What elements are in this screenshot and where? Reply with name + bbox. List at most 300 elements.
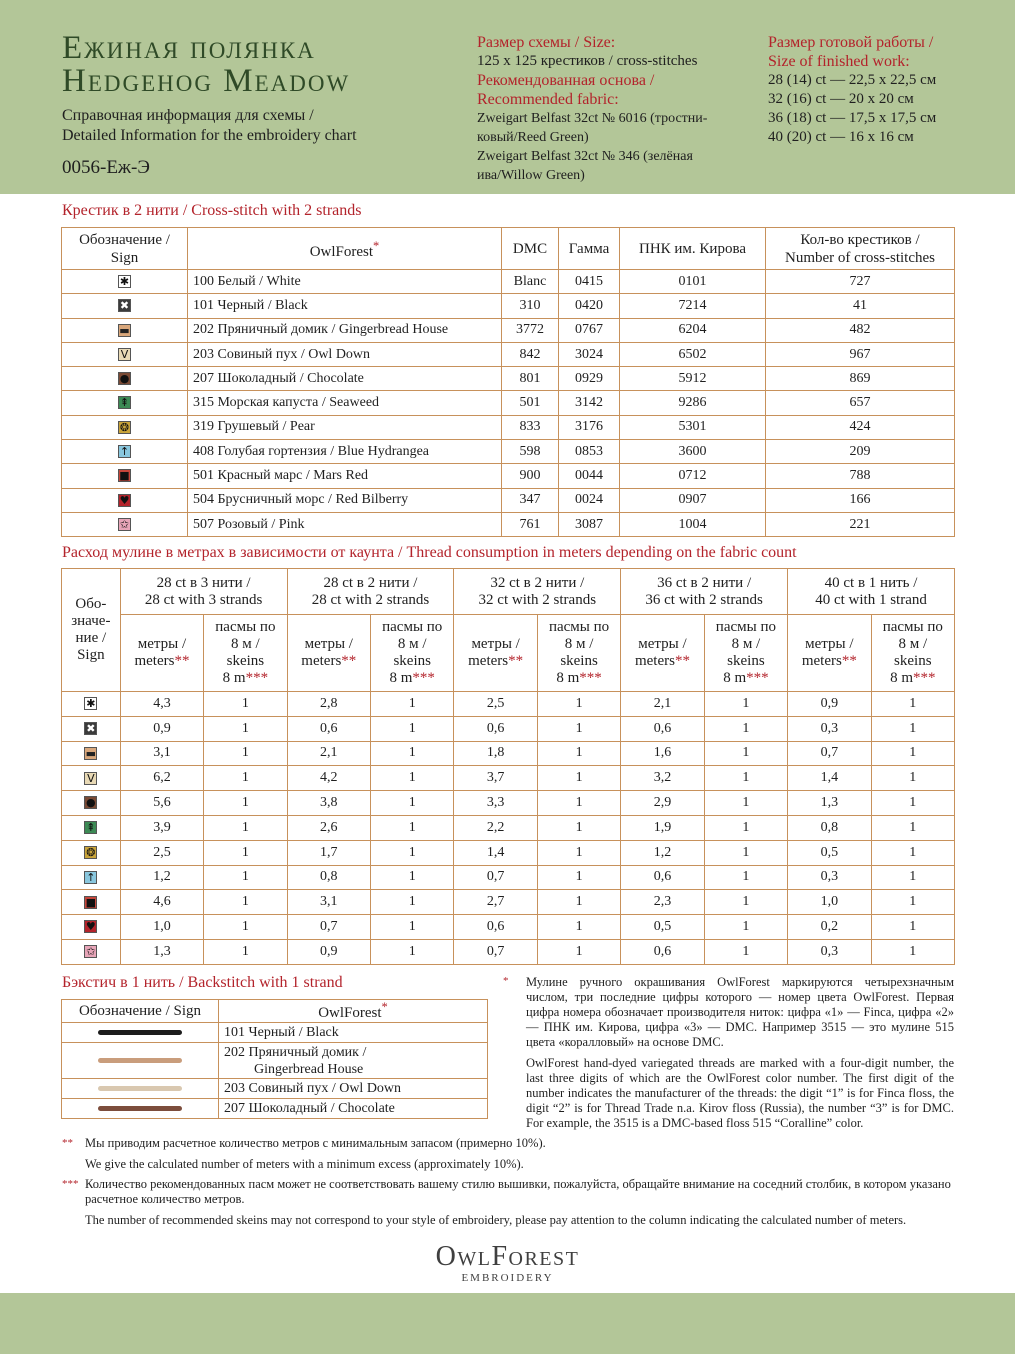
count-group-header: 36 ct в 2 нити / 36 ct with 2 strands xyxy=(621,569,788,615)
size-label: Размер схемы / Size: xyxy=(477,34,616,51)
leaf-icon: ❂ xyxy=(119,420,130,434)
skeins-cell: 1 xyxy=(537,939,620,964)
count-cell: 166 xyxy=(766,488,955,512)
skeins-cell: 1 xyxy=(204,692,287,717)
sign-cell xyxy=(62,741,121,766)
meters-cell: 2,9 xyxy=(621,791,705,816)
meters-cell: 1,0 xyxy=(788,890,872,915)
gamma-cell: 0415 xyxy=(559,270,620,294)
skeins-cell: 1 xyxy=(371,766,454,791)
meters-cell: 1,3 xyxy=(120,939,204,964)
meters-cell: 2,6 xyxy=(287,815,371,840)
meters-cell: 0,5 xyxy=(788,840,872,865)
meters-cell: 0,3 xyxy=(788,939,872,964)
sign-cell xyxy=(62,939,121,964)
bs-thread-name: 202 Пряничный домик / Gingerbread House xyxy=(219,1043,488,1079)
sign-cell xyxy=(62,367,188,391)
meters-cell: 0,6 xyxy=(287,716,371,741)
skeins-cell: 1 xyxy=(871,716,954,741)
square-icon: ■ xyxy=(119,469,130,483)
skeins-cell: 1 xyxy=(537,716,620,741)
count-cell: 209 xyxy=(766,440,955,464)
meters-cell: 3,2 xyxy=(621,766,705,791)
bs-sign-cell xyxy=(62,1099,219,1119)
count-cell: 967 xyxy=(766,342,955,366)
gamma-cell: 3024 xyxy=(559,342,620,366)
meters-cell: 0,6 xyxy=(621,939,705,964)
skeins-cell: 1 xyxy=(371,915,454,940)
owl-down-line xyxy=(98,1086,182,1091)
skeins-cell: 1 xyxy=(871,815,954,840)
skeins-header: пасмы по 8 м / skeins 8 m*** xyxy=(371,615,454,692)
finished-32: 32 (16) ct — 20 x 20 см xyxy=(768,91,914,107)
skeins-cell: 1 xyxy=(871,840,954,865)
meters-cell: 3,1 xyxy=(120,741,204,766)
logo-tagline: EMBROIDERY xyxy=(461,1272,554,1284)
gamma-header: Гамма xyxy=(559,228,620,270)
meters-cell: 1,6 xyxy=(621,741,705,766)
bs-row xyxy=(62,1099,488,1119)
cross-row xyxy=(62,342,955,366)
skeins-cell: 1 xyxy=(704,865,787,890)
meters-cell: 3,7 xyxy=(454,766,538,791)
leaf-icon: ❂ xyxy=(86,845,96,859)
up-arrow-icon: ↑ xyxy=(86,870,96,884)
cross-row xyxy=(62,512,955,536)
pnk-cell: 0907 xyxy=(620,488,766,512)
sign-cell xyxy=(62,318,188,342)
thread-name: 315 Морская капуста / Seaweed xyxy=(188,391,502,415)
meters-cell: 2,1 xyxy=(621,692,705,717)
skeins-cell: 1 xyxy=(704,766,787,791)
footnote-3-ru: Количество рекомендованных пасм может не соответствовать вашему стилю вышивки, пожалуйста, обращайте внимание на соседний столбик, в котором указано расчетное количество метров. xyxy=(85,1177,951,1206)
circle-icon: ● xyxy=(119,372,130,386)
meters-cell: 2,5 xyxy=(454,692,538,717)
skeins-cell: 1 xyxy=(704,890,787,915)
count-cell: 869 xyxy=(766,367,955,391)
pnk-header: ПНК им. Кирова xyxy=(620,228,766,270)
meters-cell: 1,4 xyxy=(788,766,872,791)
pnk-cell: 7214 xyxy=(620,294,766,318)
meters-cell: 3,8 xyxy=(287,791,371,816)
asterisk-icon: ✱ xyxy=(119,274,130,288)
footer-band xyxy=(0,1293,1015,1354)
thread-name: 202 Пряничный домик / Gingerbread House xyxy=(188,318,502,342)
skeins-cell: 1 xyxy=(871,741,954,766)
skeins-cell: 1 xyxy=(204,865,287,890)
chocolate-line xyxy=(98,1106,182,1111)
meters-cell: 2,3 xyxy=(621,890,705,915)
skeins-cell: 1 xyxy=(204,815,287,840)
meters-cell: 0,8 xyxy=(788,815,872,840)
gamma-cell: 3176 xyxy=(559,415,620,439)
skeins-cell: 1 xyxy=(704,692,787,717)
sign-cell xyxy=(62,415,188,439)
skeins-cell: 1 xyxy=(704,840,787,865)
pnk-cell: 6502 xyxy=(620,342,766,366)
skeins-cell: 1 xyxy=(871,791,954,816)
pnk-cell: 6204 xyxy=(620,318,766,342)
meters-cell: 0,2 xyxy=(788,915,872,940)
skeins-cell: 1 xyxy=(704,716,787,741)
skeins-cell: 1 xyxy=(537,815,620,840)
skeins-header: пасмы по 8 м / skeins 8 m*** xyxy=(871,615,954,692)
meters-cell: 0,9 xyxy=(788,692,872,717)
skeins-cell: 1 xyxy=(704,939,787,964)
bs-thread-name: 203 Совиный пух / Owl Down xyxy=(219,1079,488,1099)
cons-row xyxy=(62,692,955,717)
finished-36: 36 (18) ct — 17,5 x 17,5 см xyxy=(768,110,937,126)
cons-row xyxy=(62,791,955,816)
fabric-1-cont: ковый/Reed Green) xyxy=(477,130,589,145)
cross-row xyxy=(62,464,955,488)
meters-cell: 1,8 xyxy=(454,741,538,766)
bs-sign-cell xyxy=(62,1079,219,1099)
skeins-header: пасмы по 8 м / skeins 8 m*** xyxy=(204,615,287,692)
circle-icon: ● xyxy=(86,796,96,810)
skeins-cell: 1 xyxy=(537,915,620,940)
cons-row xyxy=(62,840,955,865)
skeins-cell: 1 xyxy=(704,741,787,766)
backstitch-heading: Бэкстич в 1 нить / Backstitch with 1 strand xyxy=(62,974,343,991)
cons-sign-header: Обо- значе- ние / Sign xyxy=(62,569,121,692)
skeins-header: пасмы по 8 м / skeins 8 m*** xyxy=(537,615,620,692)
skeins-cell: 1 xyxy=(204,716,287,741)
meters-cell: 3,1 xyxy=(287,890,371,915)
cross-row xyxy=(62,294,955,318)
meters-cell: 0,5 xyxy=(621,915,705,940)
skeins-cell: 1 xyxy=(704,915,787,940)
owlforest-logo xyxy=(0,1243,1015,1284)
subtitle xyxy=(62,106,452,146)
v-check-icon: V xyxy=(118,348,131,361)
skeins-cell: 1 xyxy=(704,815,787,840)
meters-cell: 1,7 xyxy=(287,840,371,865)
fabric-1: Zweigart Belfast 32ct № 6016 (тростни- xyxy=(477,111,708,126)
skeins-cell: 1 xyxy=(537,890,620,915)
skeins-cell: 1 xyxy=(204,791,287,816)
up-arrow-icon: ↑ xyxy=(119,445,130,458)
pnk-cell: 0101 xyxy=(620,270,766,294)
meters-cell: 1,4 xyxy=(454,840,538,865)
pnk-cell: 3600 xyxy=(620,440,766,464)
sign-cell xyxy=(62,692,121,717)
meters-cell: 0,3 xyxy=(788,865,872,890)
meters-cell: 3,3 xyxy=(454,791,538,816)
gamma-cell: 0024 xyxy=(559,488,620,512)
backstitch-table xyxy=(61,999,488,1119)
meters-cell: 0,7 xyxy=(788,741,872,766)
skeins-cell: 1 xyxy=(371,939,454,964)
count-group-header: 28 ct в 3 нити / 28 ct with 3 strands xyxy=(120,569,287,615)
square-icon: ■ xyxy=(85,895,97,909)
v-check-icon: V xyxy=(84,772,97,785)
skeins-cell: 1 xyxy=(204,939,287,964)
meters-header: метры / meters** xyxy=(621,615,705,692)
meters-cell: 0,7 xyxy=(454,865,538,890)
meters-cell: 0,7 xyxy=(287,915,371,940)
skeins-cell: 1 xyxy=(704,791,787,816)
cross-stitch-table xyxy=(61,227,955,537)
skeins-cell: 1 xyxy=(371,865,454,890)
fabric-2-cont: ива/Willow Green) xyxy=(477,168,585,183)
meters-cell: 2,8 xyxy=(287,692,371,717)
skeins-cell: 1 xyxy=(871,865,954,890)
count-cell: 221 xyxy=(766,512,955,536)
count-header: Кол-во крестиков / Number of cross-stitches xyxy=(766,228,955,270)
sign-cell xyxy=(62,512,188,536)
minus-icon: ▬ xyxy=(85,746,97,760)
heart-icon: ♥ xyxy=(85,920,96,934)
meters-cell: 2,5 xyxy=(120,840,204,865)
gamma-cell: 3087 xyxy=(559,512,620,536)
cons-row xyxy=(62,766,955,791)
meters-header: метры / meters** xyxy=(788,615,872,692)
meters-cell: 4,2 xyxy=(287,766,371,791)
pnk-cell: 1004 xyxy=(620,512,766,536)
owlforest-note xyxy=(526,975,954,1137)
sign-cell xyxy=(62,840,121,865)
thread-name: 203 Совиный пух / Owl Down xyxy=(188,342,502,366)
skeins-cell: 1 xyxy=(204,915,287,940)
skeins-cell: 1 xyxy=(371,815,454,840)
skeins-cell: 1 xyxy=(537,741,620,766)
dmc-cell: 761 xyxy=(502,512,559,536)
fabric-label-en: Recommended fabric: xyxy=(477,91,619,108)
count-group-header: 40 ct в 1 нить / 40 ct with 1 strand xyxy=(788,569,955,615)
title-en: Hedgehog Meadow xyxy=(62,63,351,99)
skeins-cell: 1 xyxy=(371,791,454,816)
skeins-cell: 1 xyxy=(537,791,620,816)
cross-stitch-heading: Крестик в 2 нити / Cross-stitch with 2 strands xyxy=(62,202,362,219)
sign-cell xyxy=(62,716,121,741)
pnk-cell: 0712 xyxy=(620,464,766,488)
dmc-cell: 347 xyxy=(502,488,559,512)
bs-sign-cell xyxy=(62,1023,219,1043)
chart-code: 0056-Еж-Э xyxy=(62,157,150,178)
pnk-cell: 9286 xyxy=(620,391,766,415)
bs-thread-name: 101 Черный / Black xyxy=(219,1023,488,1043)
finished-40: 40 (20) ct — 16 x 16 см xyxy=(768,129,914,145)
size-value: 125 x 125 крестиков / cross-stitches xyxy=(477,53,698,69)
gamma-cell: 0767 xyxy=(559,318,620,342)
skeins-cell: 1 xyxy=(371,741,454,766)
minus-icon: ▬ xyxy=(119,323,130,337)
bs-row xyxy=(62,1023,488,1043)
skeins-header: пасмы по 8 м / skeins 8 m*** xyxy=(704,615,787,692)
meters-cell: 1,3 xyxy=(788,791,872,816)
meters-cell: 0,6 xyxy=(621,716,705,741)
sign-cell xyxy=(62,915,121,940)
subtitle-ru: Справочная информация для схемы / xyxy=(62,107,314,124)
thread-name: 100 Белый / White xyxy=(188,270,502,294)
pnk-cell: 5912 xyxy=(620,367,766,391)
pnk-cell: 5301 xyxy=(620,415,766,439)
thread-name: 408 Голубая гортензия / Blue Hydrangea xyxy=(188,440,502,464)
skeins-cell: 1 xyxy=(204,890,287,915)
star-icon: ✩ xyxy=(119,517,130,531)
heart-icon: ♥ xyxy=(119,493,130,507)
skeins-cell: 1 xyxy=(871,915,954,940)
sign-cell xyxy=(62,294,188,318)
title-ru: Ежиная полянка xyxy=(62,30,316,66)
count-cell: 482 xyxy=(766,318,955,342)
skeins-cell: 1 xyxy=(204,741,287,766)
meters-cell: 4,3 xyxy=(120,692,204,717)
sign-cell xyxy=(62,270,188,294)
finished-label: Размер готовой работы / xyxy=(768,34,934,51)
meters-cell: 5,6 xyxy=(120,791,204,816)
arrow-tree-icon: ⇞ xyxy=(119,396,130,410)
cross-row xyxy=(62,318,955,342)
count-group-header: 28 ct в 2 нити / 28 ct with 2 strands xyxy=(287,569,454,615)
sign-cell xyxy=(62,488,188,512)
cross-row xyxy=(62,488,955,512)
count-cell: 788 xyxy=(766,464,955,488)
bs-owlforest-header: OwlForest* xyxy=(219,1000,488,1023)
dmc-cell: 501 xyxy=(502,391,559,415)
gamma-cell: 3142 xyxy=(559,391,620,415)
skeins-cell: 1 xyxy=(204,840,287,865)
dmc-cell: 842 xyxy=(502,342,559,366)
dmc-cell: 310 xyxy=(502,294,559,318)
bs-row xyxy=(62,1079,488,1099)
thread-name: 207 Шоколадный / Chocolate xyxy=(188,367,502,391)
meters-cell: 1,2 xyxy=(120,865,204,890)
skeins-cell: 1 xyxy=(204,766,287,791)
thread-name: 507 Розовый / Pink xyxy=(188,512,502,536)
dmc-cell: 900 xyxy=(502,464,559,488)
skeins-cell: 1 xyxy=(537,840,620,865)
meters-header: метры / meters** xyxy=(120,615,204,692)
note-mark-2: ** xyxy=(62,1137,73,1149)
dmc-cell: 3772 xyxy=(502,318,559,342)
meters-cell: 0,8 xyxy=(287,865,371,890)
cons-row xyxy=(62,716,955,741)
cons-row xyxy=(62,865,955,890)
meters-cell: 0,6 xyxy=(454,915,538,940)
cons-row xyxy=(62,915,955,940)
sign-cell xyxy=(62,791,121,816)
sign-cell xyxy=(62,391,188,415)
skeins-cell: 1 xyxy=(371,840,454,865)
dmc-cell: Blanc xyxy=(502,270,559,294)
arrow-tree-icon: ⇞ xyxy=(86,821,96,835)
skeins-cell: 1 xyxy=(871,939,954,964)
sign-cell xyxy=(62,766,121,791)
size-info xyxy=(477,33,747,185)
count-cell: 424 xyxy=(766,415,955,439)
meters-cell: 1,9 xyxy=(621,815,705,840)
cross-row xyxy=(62,440,955,464)
meters-cell: 2,2 xyxy=(454,815,538,840)
thread-name: 504 Брусничный морс / Red Bilberry xyxy=(188,488,502,512)
meters-cell: 0,6 xyxy=(454,716,538,741)
note-mark-1: * xyxy=(503,975,509,987)
subtitle-en: Detailed Information for the embroidery chart xyxy=(62,127,357,144)
cons-row xyxy=(62,939,955,964)
finished-28: 28 (14) ct — 22,5 x 22,5 см xyxy=(768,72,937,88)
dmc-cell: 598 xyxy=(502,440,559,464)
skeins-cell: 1 xyxy=(371,890,454,915)
meters-cell: 2,1 xyxy=(287,741,371,766)
sign-header: Обозначение / Sign xyxy=(62,228,188,270)
count-group-header: 32 ct в 2 нити / 32 ct with 2 strands xyxy=(454,569,621,615)
bs-thread-name: 207 Шоколадный / Chocolate xyxy=(219,1099,488,1119)
consumption-heading: Расход мулине в метрах в зависимости от каунта / Thread consumption in meters depending on the fabric count xyxy=(62,544,797,561)
bs-row xyxy=(62,1043,488,1079)
sign-cell xyxy=(62,865,121,890)
thread-name: 319 Грушевый / Pear xyxy=(188,415,502,439)
meters-cell: 2,7 xyxy=(454,890,538,915)
x-cross-icon: ✖ xyxy=(86,721,96,735)
sign-cell xyxy=(62,815,121,840)
skeins-cell: 1 xyxy=(371,692,454,717)
cons-row xyxy=(62,890,955,915)
finished-label-en: Size of finished work: xyxy=(768,53,910,70)
count-cell: 657 xyxy=(766,391,955,415)
cons-row xyxy=(62,741,955,766)
count-cell: 727 xyxy=(766,270,955,294)
cross-row xyxy=(62,391,955,415)
meters-cell: 1,2 xyxy=(621,840,705,865)
owlforest-header: OwlForest* xyxy=(188,228,502,270)
gamma-cell: 0044 xyxy=(559,464,620,488)
footnote-3-en: The number of recommended skeins may not correspond to your style of embroidery, please pay attention to the column indicating the calculated number of meters. xyxy=(85,1213,907,1227)
sign-cell xyxy=(62,890,121,915)
meters-header: метры / meters** xyxy=(287,615,371,692)
meters-cell: 0,7 xyxy=(454,939,538,964)
meters-cell: 3,9 xyxy=(120,815,204,840)
dmc-header: DMC xyxy=(502,228,559,270)
bs-sign-cell xyxy=(62,1043,219,1079)
black-line xyxy=(98,1030,182,1035)
meters-cell: 0,9 xyxy=(287,939,371,964)
bs-sign-header: Обозначение / Sign xyxy=(62,1000,219,1023)
gamma-cell: 0929 xyxy=(559,367,620,391)
asterisk-icon: ✱ xyxy=(86,697,96,711)
logo-name: OwlForest xyxy=(435,1241,580,1272)
thread-name: 101 Черный / Black xyxy=(188,294,502,318)
meters-cell: 0,3 xyxy=(788,716,872,741)
cross-row xyxy=(62,270,955,294)
gamma-cell: 0853 xyxy=(559,440,620,464)
cross-row xyxy=(62,367,955,391)
owlforest-note-ru: Мулине ручного окрашивания OwlForest маркируются четырехзначным числом, три последние цифры которого — номер цвета OwlForest. Первая цифра номера обозначает производителя ниток: цифра «1» — Finca, цифра «2» — ПНК им. Кирова, цифра «3» — DMC. Например 3515 — это мулине 515 цвета «коралловый» на основе DMC. xyxy=(526,975,954,1049)
meters-cell: 0,6 xyxy=(621,865,705,890)
footnote-2-ru: Мы приводим расчетное количество метров с минимальным запасом (примерно 10%). xyxy=(85,1136,546,1150)
dmc-cell: 801 xyxy=(502,367,559,391)
chart-title xyxy=(62,32,350,98)
star-icon: ✩ xyxy=(86,945,96,959)
skeins-cell: 1 xyxy=(871,766,954,791)
fabric-2: Zweigart Belfast 32ct № 346 (зелёная xyxy=(477,149,693,164)
skeins-cell: 1 xyxy=(537,692,620,717)
consumption-table xyxy=(61,568,955,965)
skeins-cell: 1 xyxy=(537,766,620,791)
count-cell: 41 xyxy=(766,294,955,318)
sign-cell xyxy=(62,342,188,366)
note-mark-3: *** xyxy=(62,1178,79,1190)
sign-cell xyxy=(62,464,188,488)
cross-row xyxy=(62,415,955,439)
gingerbread-line xyxy=(98,1058,182,1063)
finished-size-info xyxy=(768,33,998,147)
meters-header: метры / meters** xyxy=(454,615,538,692)
skeins-cell: 1 xyxy=(871,692,954,717)
skeins-cell: 1 xyxy=(537,865,620,890)
sign-cell xyxy=(62,440,188,464)
